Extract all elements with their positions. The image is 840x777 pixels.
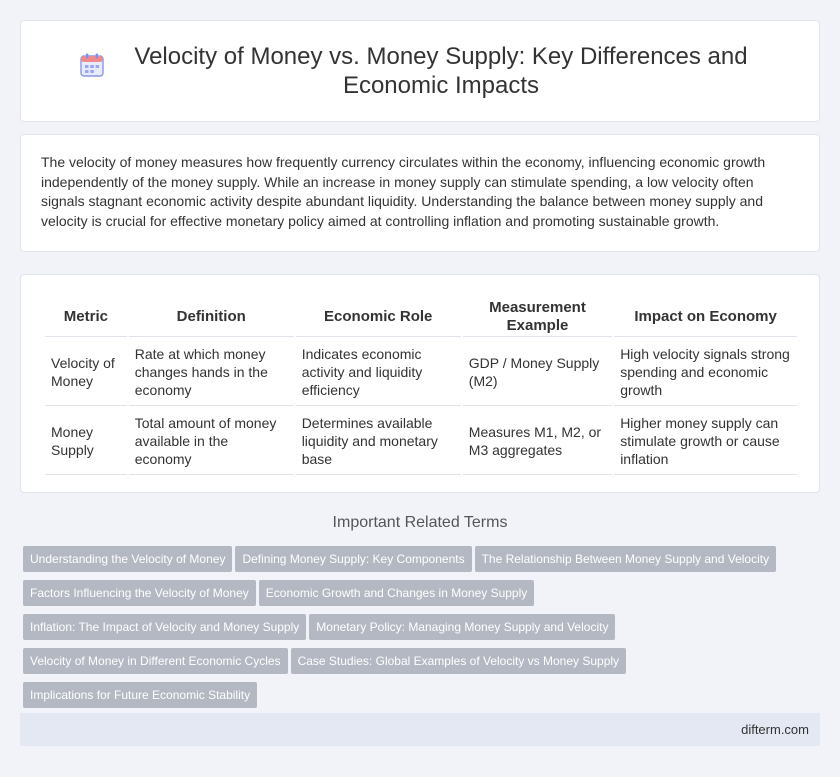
related-term-tag[interactable]: Case Studies: Global Examples of Velocity vs Money Supply — [291, 648, 627, 674]
table-cell: Velocity of Money — [45, 339, 127, 406]
intro-text: The velocity of money measures how frequently currency circulates within the economy, influencing economic growth independently of the money supply. While an increase in money supply can stimulate spending, a low velocity often signals stagnant economic activity despite abundant liquidity. Understanding the balance between money supply and velocity is crucial for effective monetary policy aimed at controlling inflation and promoting sustainable growth. — [41, 154, 766, 229]
table-cell: Determines available liquidity and monetary base — [296, 408, 461, 475]
related-term-tag[interactable]: Defining Money Supply: Key Components — [235, 546, 471, 572]
page-title: Velocity of Money vs. Money Supply: Key Differences and Economic Impacts — [134, 43, 748, 99]
related-term-tag[interactable]: Inflation: The Impact of Velocity and Money Supply — [23, 614, 306, 640]
table-cell: Rate at which money changes hands in the economy — [129, 339, 294, 406]
column-header: Economic Role — [296, 297, 461, 337]
table-cell: High velocity signals strong spending and economic growth — [614, 339, 797, 406]
related-term-tag[interactable]: Economic Growth and Changes in Money Supply — [259, 580, 534, 606]
footer — [20, 713, 820, 746]
table-header-row — [45, 297, 797, 337]
related-term-tag[interactable]: Implications for Future Economic Stability — [23, 682, 257, 708]
calendar-icon — [79, 52, 107, 78]
table-cell: Indicates economic activity and liquidity efficiency — [296, 339, 461, 406]
intro-card — [20, 134, 820, 252]
related-term-tag[interactable]: Velocity of Money in Different Economic Cycles — [23, 648, 288, 674]
related-term-tag[interactable]: Understanding the Velocity of Money — [23, 546, 232, 572]
related-terms-list — [23, 546, 803, 716]
table-row — [45, 339, 797, 406]
table-cell: GDP / Money Supply (M2) — [463, 339, 612, 406]
table-cell: Total amount of money available in the economy — [129, 408, 294, 475]
comparison-table — [43, 295, 799, 477]
site-link[interactable]: difterm.com — [741, 722, 809, 737]
column-header: Impact on Economy — [614, 297, 797, 337]
table-cell: Higher money supply can stimulate growth or cause inflation — [614, 408, 797, 475]
table-cell: Money Supply — [45, 408, 127, 475]
column-header: Definition — [129, 297, 294, 337]
column-header: Metric — [45, 297, 127, 337]
column-header: Measurement Example — [463, 297, 612, 337]
related-term-tag[interactable]: The Relationship Between Money Supply and Velocity — [475, 546, 777, 572]
related-term-tag[interactable]: Factors Influencing the Velocity of Money — [23, 580, 256, 606]
related-terms-heading: Important Related Terms — [332, 514, 508, 531]
related-term-tag[interactable]: Monetary Policy: Managing Money Supply and Velocity — [309, 614, 615, 640]
table-cell: Measures M1, M2, or M3 aggregates — [463, 408, 612, 475]
title-card — [20, 20, 820, 122]
comparison-table-card — [20, 274, 820, 493]
table-row — [45, 408, 797, 475]
